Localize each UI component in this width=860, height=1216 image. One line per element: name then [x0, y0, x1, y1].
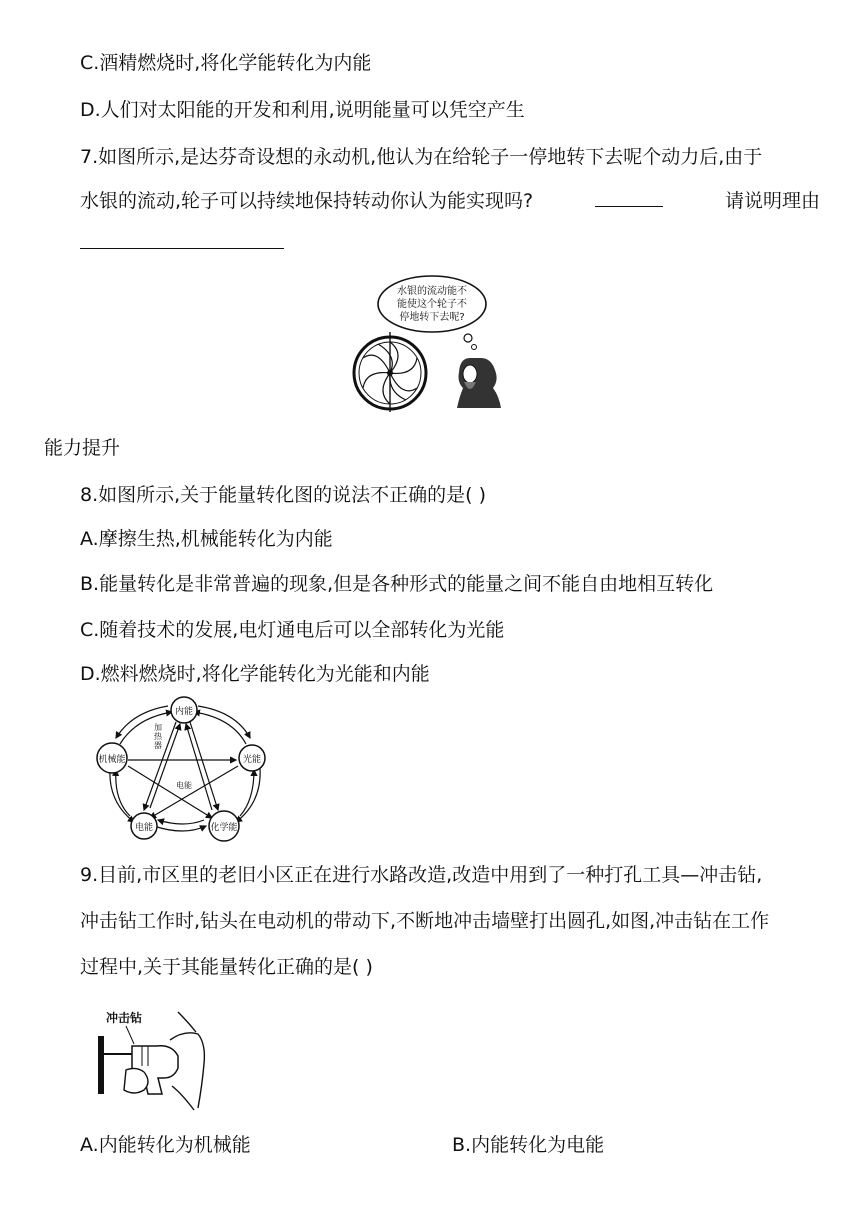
- q6-option-c: C.酒精燃烧时,将化学能转化为内能: [80, 52, 372, 74]
- svg-text:内能: 内能: [174, 707, 194, 717]
- energy-conversion-diagram: [92, 694, 278, 842]
- heater-label-1: 加: [154, 723, 162, 732]
- svg-text:电能: 电能: [134, 823, 154, 833]
- section-heading: 能力提升: [44, 437, 121, 459]
- node-chemical-energy: [209, 811, 239, 841]
- node-mechanical-energy: [97, 743, 127, 773]
- q8-option-a: A.摩擦生热,机械能转化为内能: [80, 528, 333, 550]
- q7-reason-text: 请说明理由: [724, 190, 820, 212]
- q7-answer-blank[interactable]: [595, 188, 663, 207]
- drill-label: 冲击钻: [106, 1011, 143, 1025]
- heater-label-3: 器: [154, 741, 162, 750]
- q7-stem-text: 水银的流动,轮子可以持续地保持转动你认为能实现吗?: [80, 190, 534, 212]
- impact-drill-figure: [86, 1000, 214, 1112]
- svg-text:光能: 光能: [242, 755, 262, 765]
- electric-label: 电能: [176, 781, 192, 790]
- q6-option-d: D.人们对太阳能的开发和利用,说明能量可以凭空产生: [80, 99, 525, 121]
- bubble-line2: 能使这个轮子不: [397, 299, 467, 310]
- node-inner-energy: [171, 697, 197, 723]
- q8-option-c: C.随着技术的发展,电灯通电后可以全部转化为光能: [80, 619, 505, 641]
- heater-label-2: 热: [154, 732, 162, 741]
- q7-stem-line1: 7.如图所示,是达芬奇设想的永动机,他认为在给轮子一停地转下去呢个动力后,由于: [80, 146, 763, 168]
- bubble-line1: 水银的流动能不: [397, 286, 467, 297]
- q8-stem: 8.如图所示,关于能量转化图的说法不正确的是( ): [80, 484, 487, 506]
- q7-stem-line2: [80, 188, 820, 214]
- node-electric-energy: [131, 813, 157, 839]
- q9-stem-line1: 9.目前,市区里的老旧小区正在进行水路改造,改造中用到了一种打孔工具—冲击钻,: [80, 864, 763, 886]
- q7-reason-blank-line: [80, 230, 284, 256]
- q7-reason-blank[interactable]: [80, 230, 284, 249]
- q9-stem-line3: 过程中,关于其能量转化正确的是( ): [80, 956, 373, 978]
- q9-option-b: B.内能转化为电能: [452, 1134, 605, 1156]
- bubble-line3: 停地转下去呢?: [399, 312, 465, 323]
- perpetual-motion-figure: [348, 272, 508, 414]
- q8-option-b: B.能量转化是非常普遍的现象,但是各种形式的能量之间不能自由地相互转化: [80, 573, 714, 595]
- svg-text:机械能: 机械能: [98, 755, 126, 765]
- q8-option-d: D.燃料燃烧时,将化学能转化为光能和内能: [80, 663, 430, 685]
- q9-option-a: A.内能转化为机械能: [80, 1134, 251, 1156]
- svg-text:化学能: 化学能: [210, 823, 238, 833]
- node-light-energy: [239, 745, 265, 771]
- q9-stem-line2: 冲击钻工作时,钻头在电动机的带动下,不断地冲击墙壁打出圆孔,如图,冲击钻在工作: [80, 910, 770, 932]
